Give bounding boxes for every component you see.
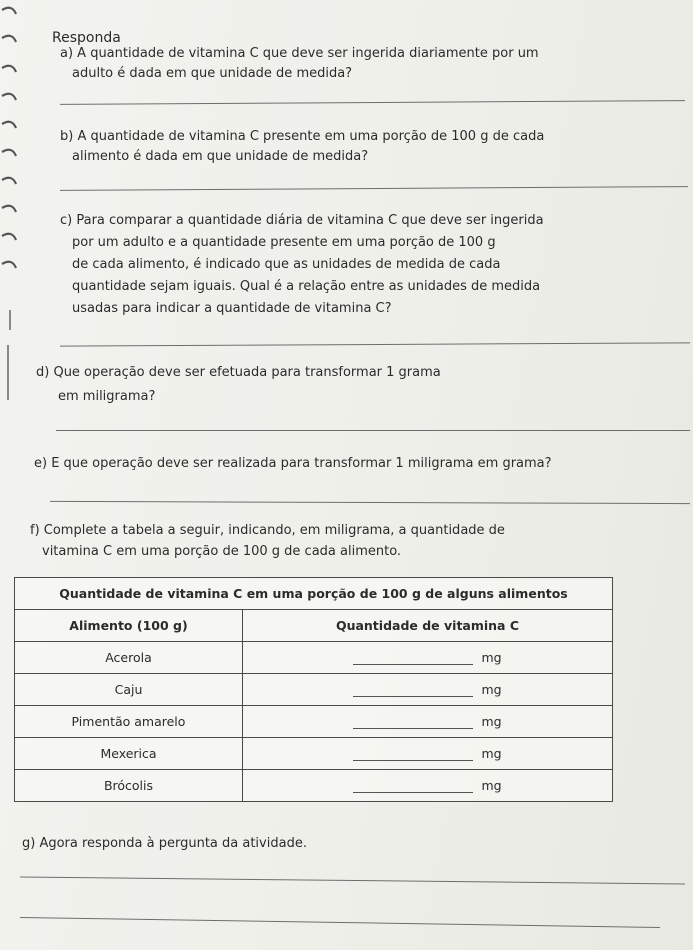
column-header-food: Alimento (100 g) [15,610,243,642]
quantity-cell[interactable] [243,738,613,770]
food-name: Acerola [15,642,243,674]
question-d-line1: d) Que operação deve ser efetuada para transformar 1 grama [36,365,441,380]
question-c-line1: c) Para comparar a quantidade diária de vitamina C que deve ser ingerida [60,213,544,228]
food-name: Brócolis [15,770,243,802]
quantity-cell[interactable] [243,706,613,738]
unit-label: mg [481,778,502,793]
answer-line-g2[interactable] [20,917,660,928]
unit-label: mg [481,746,502,761]
answer-line-g1[interactable] [20,877,685,885]
question-b-line2: alimento é dada em que unidade de medida? [72,149,369,164]
quantity-blank[interactable] [353,748,473,761]
answer-line-d[interactable] [56,430,690,431]
quantity-blank[interactable] [353,684,473,697]
question-c-line2: por um adulto e a quantidade presente em uma porção de 100 g [72,235,496,250]
table-row [15,770,613,802]
question-d-line2: em miligrama? [58,389,156,404]
quantity-cell[interactable] [243,642,613,674]
question-e: e) E que operação deve ser realizada para transformar 1 miligrama em grama? [34,456,552,471]
unit-label: mg [481,714,502,729]
quantity-blank[interactable] [353,780,473,793]
question-c-line4: quantidade sejam iguais. Qual é a relação entre as unidades de medida [72,279,541,294]
question-f-line1: f) Complete a tabela a seguir, indicando, em miligrama, a quantidade de [30,523,505,538]
answer-line-c[interactable] [60,342,690,346]
quantity-cell[interactable] [243,674,613,706]
question-a-line2: adulto é dada em que unidade de medida? [72,66,353,81]
question-f-line2: vitamina C em uma porção de 100 g de cada alimento. [42,544,402,559]
column-header-quantity: Quantidade de vitamina C [243,610,613,642]
table-row [15,706,613,738]
answer-line-a[interactable] [60,100,685,105]
table-row [15,738,613,770]
unit-label: mg [481,682,502,697]
question-c-line5: usadas para indicar a quantidade de vitamina C? [72,301,392,316]
quantity-blank[interactable] [353,652,473,665]
table-row [15,674,613,706]
question-a-line1: a) A quantidade de vitamina C que deve ser ingerida diariamente por um [60,46,539,61]
unit-label: mg [481,650,502,665]
table-title: Quantidade de vitamina C em uma porção de 100 g de alguns alimentos [15,578,613,610]
heading: Responda [52,30,121,46]
answer-line-e[interactable] [50,501,690,504]
question-b-line1: b) A quantidade de vitamina C presente em uma porção de 100 g de cada [60,129,545,144]
question-c-line3: de cada alimento, é indicado que as unidades de medida de cada [72,257,501,272]
question-g: g) Agora responda à pergunta da atividade. [22,836,307,851]
food-name: Caju [15,674,243,706]
quantity-blank[interactable] [353,716,473,729]
answer-line-b[interactable] [60,186,688,191]
table-row [15,642,613,674]
quantity-cell[interactable] [243,770,613,802]
food-name: Pimentão amarelo [15,706,243,738]
vitamin-c-table [14,577,613,802]
notebook-spiral-binding [0,0,30,950]
food-name: Mexerica [15,738,243,770]
